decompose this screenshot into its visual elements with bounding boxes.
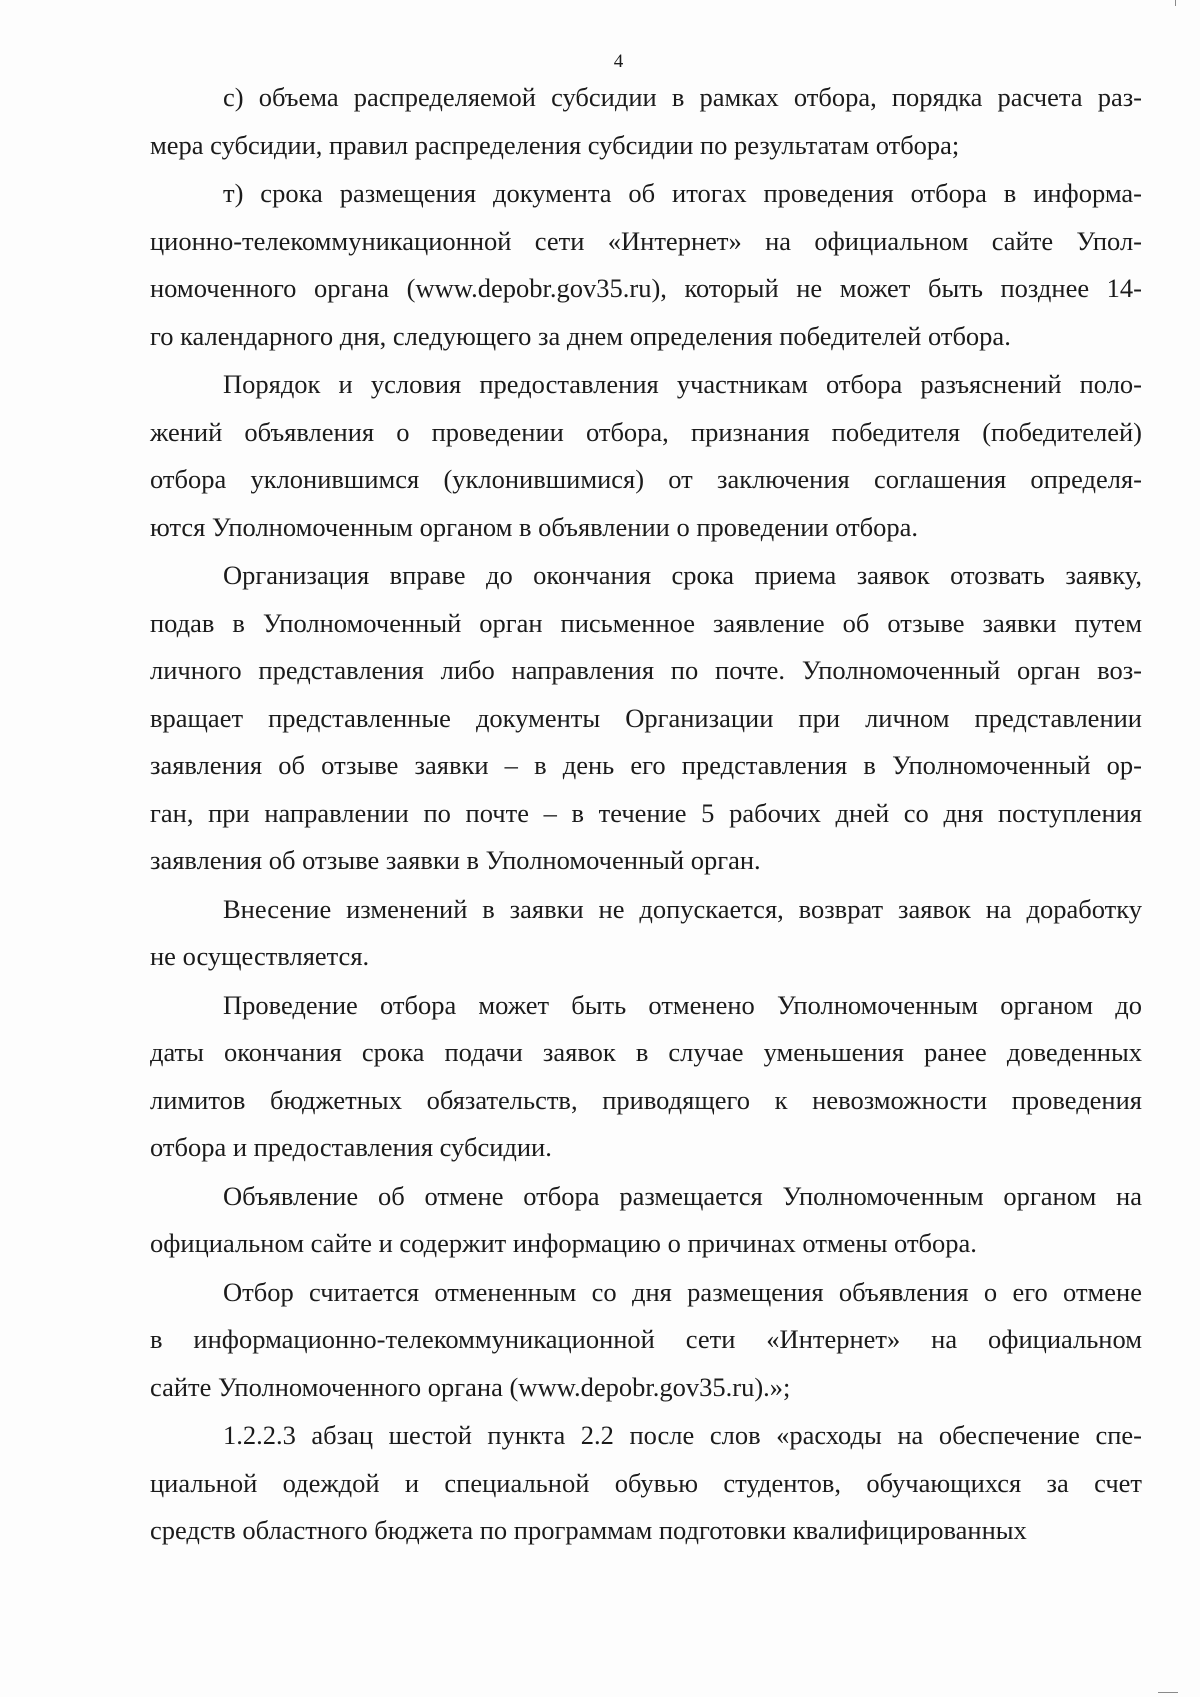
text-line: 1.2.2.3 абзац шестой пункта 2.2 после слов «расходы на обеспечение спе-	[223, 1420, 1142, 1450]
text-line: Порядок и условия предоставления участникам отбора разъяснений поло-	[223, 369, 1142, 399]
paragraph-no-changes	[150, 886, 1142, 981]
paragraph-cancellation-notice	[150, 1173, 1142, 1268]
text-line: Проведение отбора может быть отменено Уполномоченным органом до	[223, 989, 1142, 1020]
text-line: средств областного бюджета по программам подготовки квалифицированных	[150, 1515, 1027, 1545]
text-line: даты окончания срока подачи заявок в случае уменьшения ранее доведенных	[150, 1037, 1142, 1067]
page-number: 4	[613, 51, 624, 72]
text-line: го календарного дня, следующего за днем определения победителей отбора.	[150, 320, 1011, 351]
text-line: сайте Уполномоченного органа (www.depobr.gov35.ru).»;	[150, 1371, 791, 1402]
text-line: с) объема распределяемой субсидии в рамках отбора, порядка расчета раз-	[223, 82, 1142, 112]
text-line: т) срока размещения документа об итогах проведения отбора в информа-	[223, 178, 1142, 208]
text-line: Внесение изменений в заявки не допускается, возврат заявок на доработку	[223, 893, 1142, 924]
text-line: циальной одеждой и специальной обувью студентов, обучающихся за счет	[150, 1467, 1142, 1498]
paragraph-cancellation-date	[150, 1269, 1142, 1412]
paragraph-clause-1-2-2-3	[150, 1412, 1142, 1555]
text-line: ционно-телекоммуникационной сети «Интернет» на официальном сайте Упол-	[150, 225, 1142, 256]
text-line: лимитов бюджетных обязательств, приводящего к невозможности проведения	[150, 1084, 1142, 1115]
text-line: вращает представленные документы Организации при личном представлении	[150, 702, 1142, 733]
text-line: Организация вправе до окончания срока приема заявок отозвать заявку,	[223, 560, 1142, 590]
text-line: ются Уполномоченным органом в объявлении о проведении отбора.	[150, 511, 919, 542]
paragraph-cancellation	[150, 982, 1142, 1172]
document-body	[150, 74, 1142, 1556]
scan-artifact-top-right	[1175, 0, 1176, 6]
text-line: Объявление об отмене отбора размещается Уполномоченным органом на	[223, 1180, 1142, 1211]
text-line: личного представления либо направления по почте. Уполномоченный орган воз-	[150, 655, 1142, 685]
text-line: не осуществляется.	[150, 941, 370, 971]
text-line: номоченного органа (www.depobr.gov35.ru), который не может быть позднее 14-	[150, 273, 1142, 303]
text-line: жений объявления о проведении отбора, признания победителя (победителей)	[150, 416, 1142, 447]
paragraph-subparagraph-t	[150, 170, 1142, 360]
text-line: официальном сайте и содержит информацию о причинах отмены отбора.	[150, 1228, 977, 1258]
text-line: заявления об отзыве заявки в Уполномоченный орган.	[150, 845, 761, 875]
text-line: ган, при направлении по почте – в течение 5 рабочих дней со дня поступления	[150, 797, 1142, 828]
scan-artifact-bottom-right	[1158, 1692, 1178, 1693]
paragraph-procedure	[150, 361, 1142, 551]
text-line: подав в Уполномоченный орган письменное заявление об отзыве заявки путем	[150, 607, 1142, 638]
text-line: отбора уклонившимся (уклонившимися) от заключения соглашения определя-	[150, 464, 1142, 494]
text-line: заявления об отзыве заявки – в день его представления в Уполномоченный ор-	[150, 750, 1142, 780]
text-line: в информационно-телекоммуникационной сети «Интернет» на официальном	[150, 1324, 1142, 1354]
paragraph-withdrawal	[150, 552, 1142, 885]
text-line: мера субсидии, правил распределения субсидии по результатам отбора;	[150, 129, 960, 160]
paragraph-subparagraph-s	[150, 74, 1142, 169]
text-line: Отбор считается отмененным со дня размещения объявления о его отмене	[223, 1276, 1142, 1307]
text-line: отбора и предоставления субсидии.	[150, 1132, 552, 1162]
